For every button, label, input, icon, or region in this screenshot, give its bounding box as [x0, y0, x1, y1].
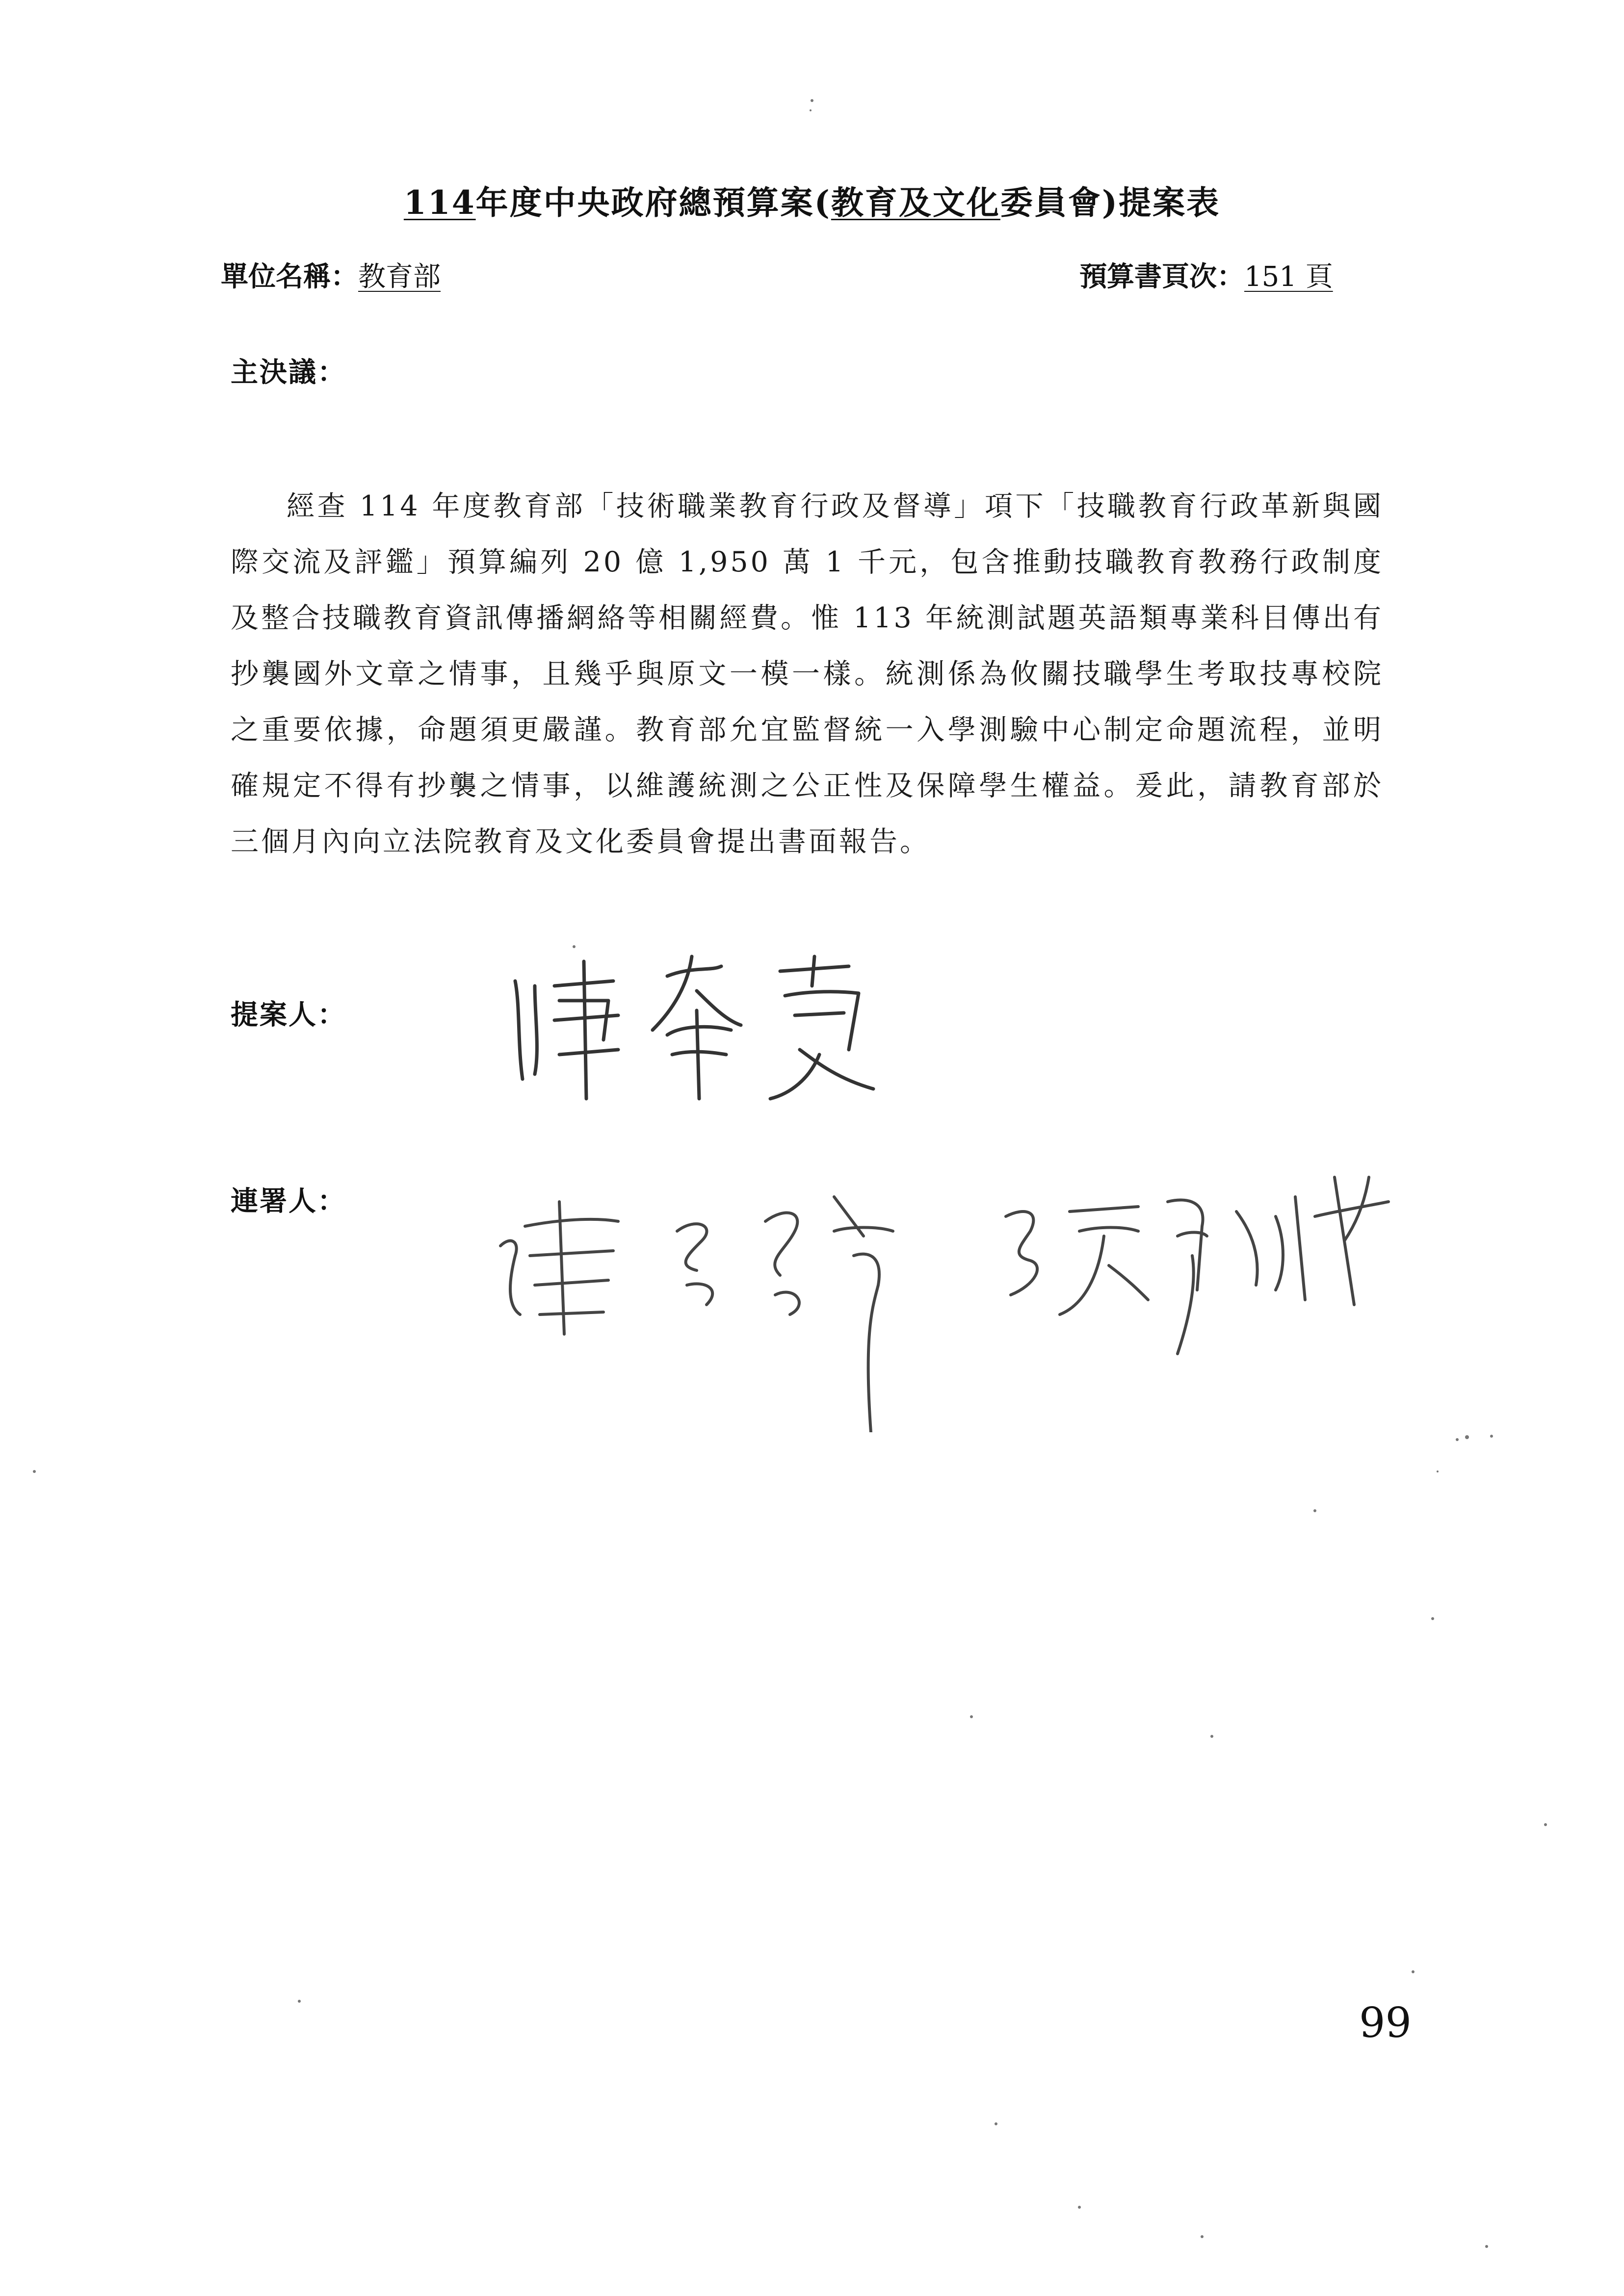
title-suffix: 委員會)提案表 [1000, 183, 1221, 222]
page-ref-label: 預算書頁次： [1079, 260, 1244, 293]
page-ref-value: 151 頁 [1244, 261, 1333, 293]
page-ref-row [1079, 255, 1333, 294]
cosigner-label: 連署人： [231, 1185, 346, 1217]
title-committee: 教育及文化 [831, 183, 1000, 222]
title-year: 114 [403, 183, 476, 222]
resolution-text: 經查 114 年度教育部「技術職業教育行政及督導」項下「技職教育行政革新與國際交流及評鑑」預算編列 20 億 1,950 萬 1 千元，包含推動技職教育教務行政制度及整合技職教育資訊傳播網絡等相關經費。惟 113 年統測試題英語類專業科目傳出有抄襲國外文章之情事，且幾乎與原文一模一樣。統測係為攸關技職學生考取技專校院之重要依據，命題須更嚴謹。教育部允宜監督統一入學測驗中心制定命題流程，並明確規定不得有抄襲之情事，以維護統測之公正性及保障學生權益。爰此，請教育部於三個月內向立法院教育及文化委員會提出書面報告。 [231, 490, 1384, 858]
page-number: 99 [1359, 1999, 1412, 2047]
proposer-signature [505, 952, 927, 1113]
unit-label: 單位名稱： [221, 260, 358, 293]
unit-value: 教育部 [358, 261, 441, 293]
resolution-label: 主決議： [231, 356, 346, 388]
title-main: 年度中央政府總預算案( [475, 183, 831, 222]
proposer-label: 提案人： [231, 999, 346, 1031]
page-title [0, 177, 1624, 223]
cosigner-signature [491, 1158, 1413, 1432]
unit-row [221, 255, 441, 294]
